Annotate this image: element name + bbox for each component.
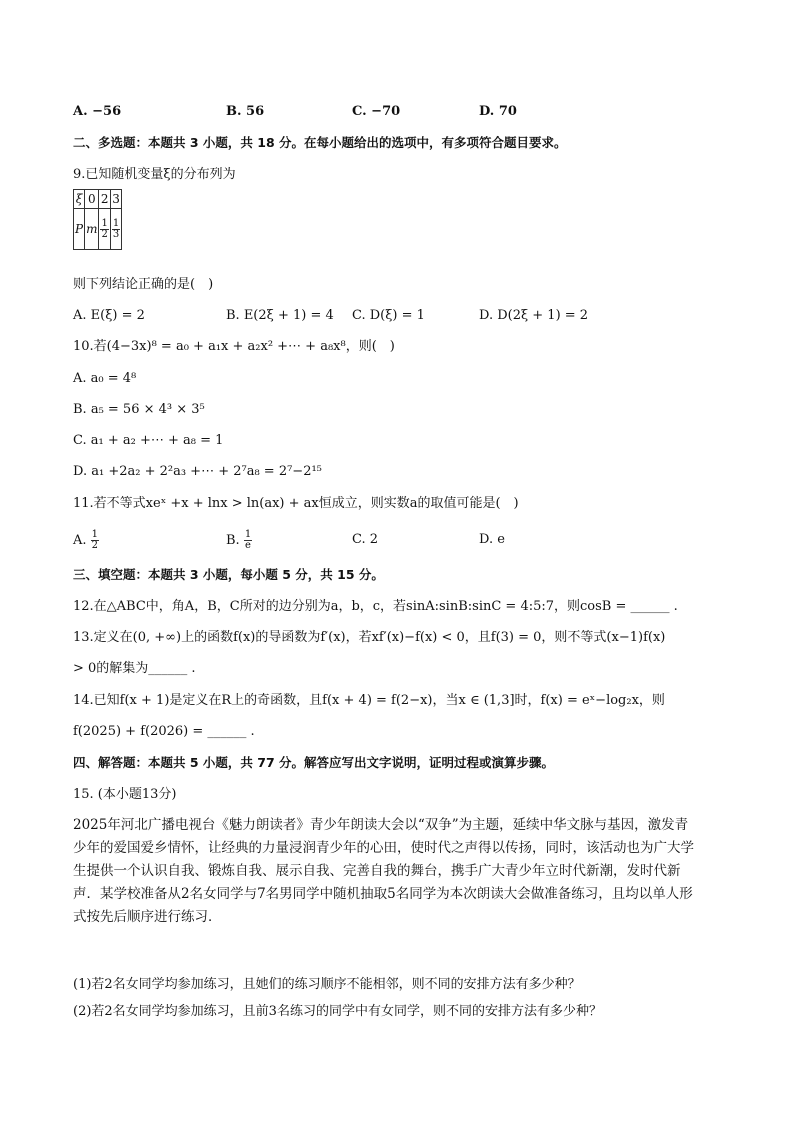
fraction-numerator: 1: [101, 217, 108, 229]
fraction-numerator: 1: [244, 529, 252, 540]
table-cell: [110, 209, 121, 250]
q9-option-a: A. E(ξ) = 2: [73, 308, 145, 323]
table-cell: P: [74, 209, 85, 250]
paragraph-line: 声．某学校准备从2名女同学与7名男同学中随机抽取5名同学为本次朗读大会做准备练习，且均以单人形: [73, 886, 693, 902]
section-4-heading: 四、解答题：本题共 5 小题，共 77 分。解答应写出文字说明，证明过程或演算步骤。: [73, 755, 555, 770]
q9-ask: 则下列结论正确的是( ): [73, 277, 214, 292]
option-label: A.: [73, 533, 87, 548]
paragraph-line: 式按先后顺序进行练习．: [73, 909, 222, 925]
q9-option-b: B. E(2ξ + 1) = 4: [226, 308, 334, 323]
option-label: B.: [226, 533, 240, 548]
table-cell: [99, 209, 110, 250]
fraction-denominator: 2: [91, 540, 99, 551]
q15-head: 15. (本小题13分): [73, 787, 177, 802]
table-cell: 2: [99, 190, 110, 209]
paragraph-line: 少年的爱国爱乡情怀，让经典的力量浸润青少年的心田，使时代之声得以传扬，同时，该活动也为广大学: [73, 840, 694, 856]
q9-distribution-table: [73, 189, 122, 250]
q14-line-2: f(2025) + f(2026) = ______ .: [73, 724, 255, 739]
q11-stem: 11.若不等式xeˣ +x + lnx > ln(ax) + ax恒成立，则实数a的取值可能是( ): [73, 496, 519, 511]
table-cell: m: [85, 209, 99, 250]
fraction-numerator: 1: [91, 529, 99, 540]
q14-line-1: 14.已知f(x + 1)是定义在R上的奇函数，且f(x + 4) = f(2−x)，当x ∈ (1,3]时，f(x) = eˣ−log₂x，则: [73, 693, 665, 708]
q9-stem: 9.已知随机变量ξ的分布列为: [73, 167, 236, 182]
fraction-denominator: e: [245, 540, 251, 551]
q12-text: 12.在△ABC中，角A，B，C所对的边分别为a，b，c，若sinA:sinB:sinC = 4:5:7，则cosB = ______ .: [73, 599, 678, 614]
q11-option-a: [73, 530, 99, 551]
fraction: [100, 219, 108, 240]
q13-line-2: > 0的解集为______ .: [73, 661, 196, 676]
paragraph-line: 2025年河北广播电视台《魅力朗读者》青少年朗读大会以“双争”为主题，延续中华文脉与基因，激发青: [73, 817, 689, 833]
section-3-heading: 三、填空题：本题共 3 小题，每小题 5 分，共 15 分。: [73, 567, 384, 582]
q9-option-c: C. D(ξ) = 1: [352, 308, 425, 323]
table-row: [74, 190, 122, 209]
q11-option-c: C. 2: [352, 532, 379, 547]
fraction-denominator: 3: [112, 228, 120, 240]
q9-option-d: D. D(2ξ + 1) = 2: [479, 308, 589, 323]
q8-option-d: D. 70: [479, 104, 517, 119]
q8-option-b: B. 56: [226, 104, 265, 119]
q8-option-c: C. −70: [352, 104, 401, 119]
fraction-denominator: 2: [101, 228, 108, 240]
q10-option-a: A. a₀ = 4⁸: [73, 371, 137, 386]
table-cell: 3: [110, 190, 121, 209]
q11-option-b: [226, 530, 252, 551]
q8-option-a: A. −56: [73, 104, 122, 119]
q10-stem: 10.若(4−3x)⁸ = a₀ + a₁x + a₂x² +⋯ + a₈x⁸，则( ): [73, 339, 395, 354]
paragraph-line: 生提供一个认识自我、锻炼自我、展示自我、完善自我的舞台，携手广大青少年立时代新潮，发时代新: [73, 863, 681, 879]
q11-option-d: D. e: [479, 532, 505, 547]
table-row: [74, 209, 122, 250]
section-2-heading: 二、多选题：本题共 3 小题，共 18 分。在每小题给出的选项中，有多项符合题目要求。: [73, 135, 567, 150]
fraction-numerator: 1: [112, 217, 120, 229]
fraction: [112, 219, 120, 240]
q10-option-b: B. a₅ = 56 × 4³ × 3⁵: [73, 402, 205, 417]
table-cell: ξ: [74, 190, 85, 209]
fraction: [91, 530, 99, 551]
q15-sub-question-2: (2)若2名女同学均参加练习，且前3名练习的同学中有女同学，则不同的安排方法有多少种？: [73, 1004, 602, 1019]
fraction: [244, 530, 252, 551]
q15-paragraph: [73, 814, 723, 929]
q15-sub-question-1: (1)若2名女同学均参加练习，且她们的练习顺序不能相邻，则不同的安排方法有多少种？: [73, 977, 581, 992]
table-cell: 0: [85, 190, 99, 209]
q13-line-1: 13.定义在(0, +∞)上的函数f(x)的导函数为f′(x)，若xf′(x)−f(x) < 0，且f(3) = 0，则不等式(x−1)f(x): [73, 630, 666, 645]
q10-option-d: D. a₁ +2a₂ + 2²a₃ +⋯ + 2⁷a₈ = 2⁷−2¹⁵: [73, 464, 322, 479]
q10-option-c: C. a₁ + a₂ +⋯ + a₈ = 1: [73, 433, 224, 448]
